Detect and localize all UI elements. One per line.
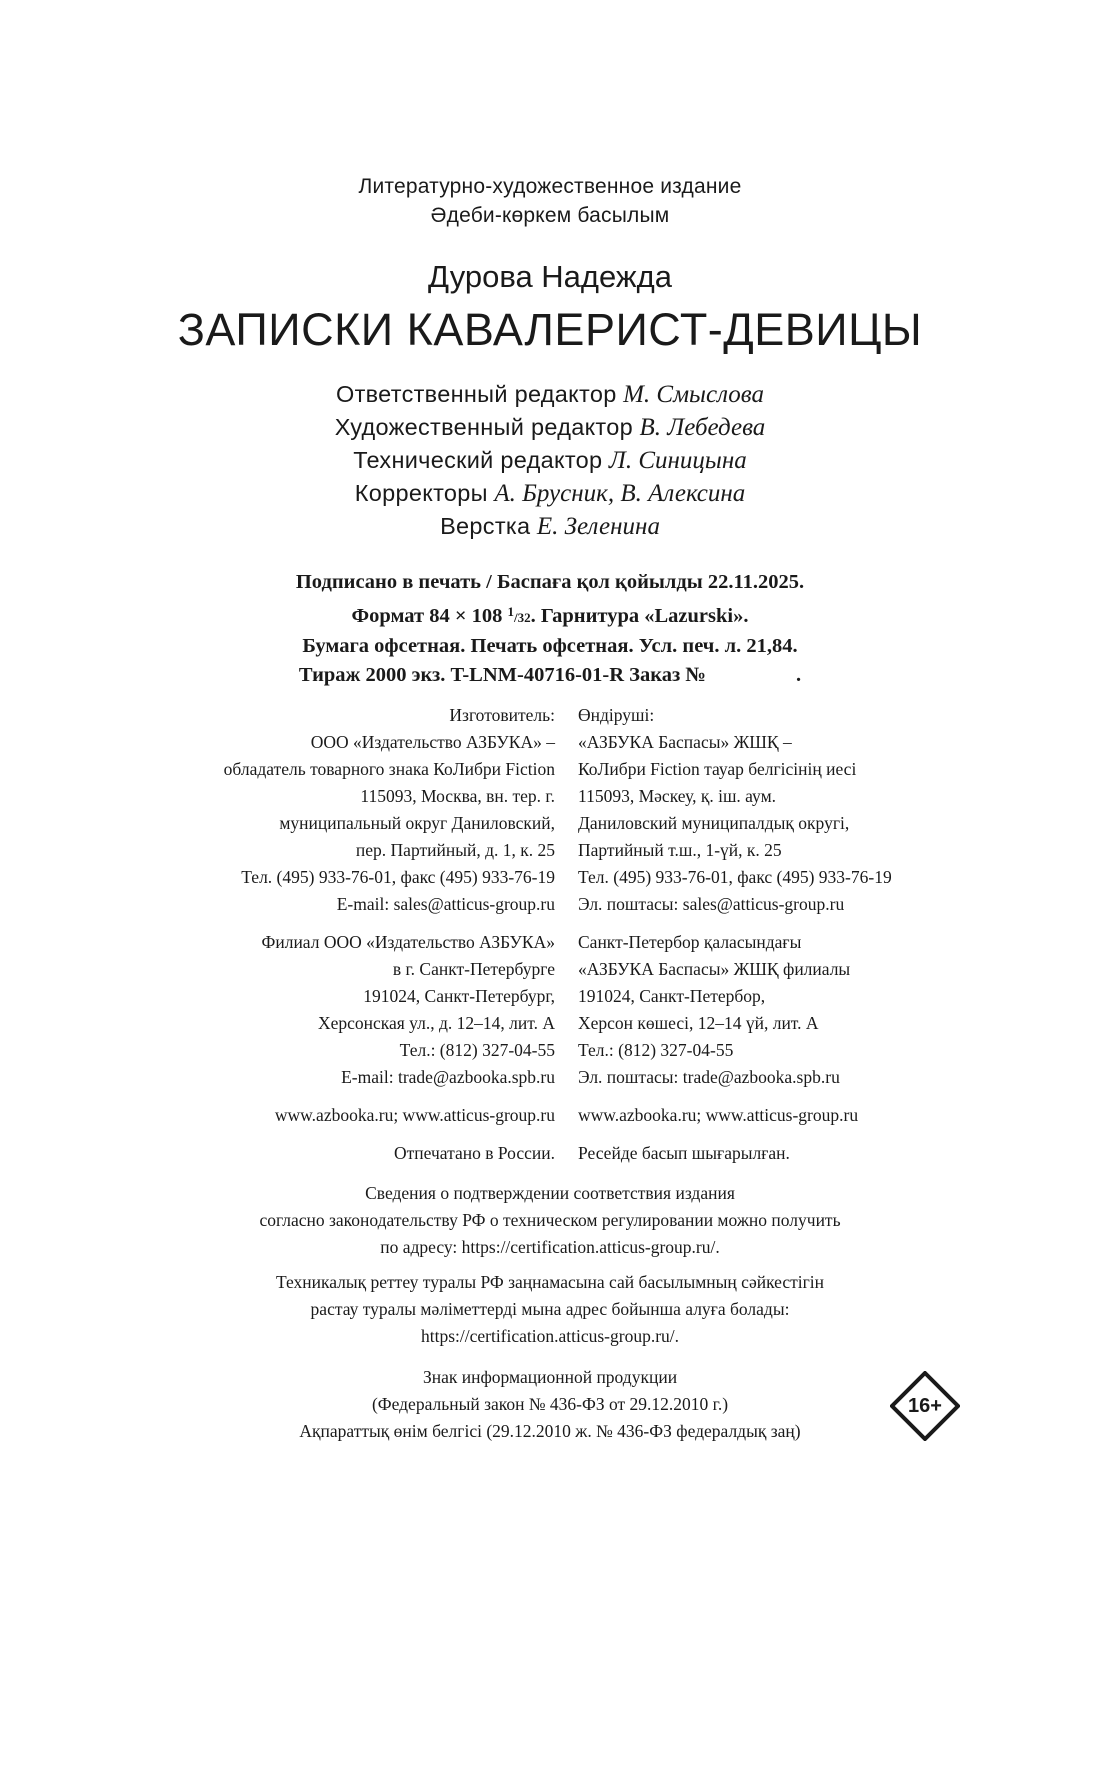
branch-ru-line: E-mail: trade@azbooka.spb.ru xyxy=(341,1067,555,1087)
genre-kz: Әдеби-көркем басылым xyxy=(430,204,670,227)
run-text: Тираж 2000 экз. T-LNM-40716-01-R Заказ № xyxy=(298,664,706,686)
certification-ru-line: по адресу: https://certification.atticus-group.ru/. xyxy=(380,1237,720,1257)
format-fraction-numerator: 1 xyxy=(507,604,515,619)
author-name: Дурова Надежда xyxy=(428,259,672,294)
manufacturer-ru xyxy=(135,702,555,918)
websites-ru-block xyxy=(135,1102,555,1129)
credit-person: В. Лебедева xyxy=(639,414,766,441)
certification-kz-line: растау туралы мәліметтерді мына адрес бойынша алуға болады: xyxy=(310,1299,790,1319)
branch-kz-line: «АЗБУКА Баспасы» ЖШҚ филиалы xyxy=(578,959,851,979)
paper-line: Бумага офсетная. Печать офсетная. Усл. печ. л. 21,84. xyxy=(302,635,798,657)
certification-ru-line: согласно законодательству РФ о техническом регулировании можно получить xyxy=(259,1210,841,1230)
run-end: . xyxy=(795,664,802,686)
manufacturer-kz-line: Өндіруші: xyxy=(578,705,655,725)
genre-block xyxy=(0,172,1100,230)
credit-role: Художественный редактор xyxy=(334,414,633,440)
printed-ru-block xyxy=(135,1140,555,1167)
manufacturer-ru-line: Тел. (495) 933-76-01, факс (495) 933-76-19 xyxy=(241,867,555,887)
manufacturer-ru-line: E-mail: sales@atticus-group.ru xyxy=(336,894,555,914)
certification-ru-line: Сведения о подтверждении соответствия издания xyxy=(365,1183,735,1203)
credit-line xyxy=(0,477,1100,510)
credit-person: Л. Синицына xyxy=(608,447,747,474)
publisher-info-kz xyxy=(578,702,998,1178)
print-details xyxy=(0,568,1100,690)
branch-ru-line: Филиал ООО «Издательство АЗБУКА» xyxy=(261,932,555,952)
info-sign-line: Знак информационной продукции xyxy=(422,1367,678,1387)
credit-line xyxy=(0,510,1100,543)
branch-kz xyxy=(578,929,998,1091)
age-rating-badge xyxy=(890,1371,960,1441)
credits-block xyxy=(0,378,1100,543)
manufacturer-ru-line: обладатель товарного знака КоЛибри Fiction xyxy=(223,759,555,779)
websites-ru: www.azbooka.ru; www.atticus-group.ru xyxy=(274,1105,555,1125)
credit-role: Технический редактор xyxy=(353,447,603,473)
branch-kz-line: Херсон көшесі, 12–14 үй, лит. А xyxy=(578,1013,819,1033)
manufacturer-kz-line: Тел. (495) 933-76-01, факс (495) 933-76-19 xyxy=(578,867,892,887)
websites-kz-block xyxy=(578,1102,998,1129)
manufacturer-kz-line: КоЛибри Fiction тауар белгісінің иесі xyxy=(578,759,857,779)
branch-kz-line: Эл. поштасы: trade@azbooka.spb.ru xyxy=(578,1067,840,1087)
format-suffix: . Гарнитура «Lazurski». xyxy=(530,605,749,627)
manufacturer-ru-line: Изготовитель: xyxy=(449,705,555,725)
publisher-info-ru xyxy=(135,702,555,1178)
manufacturer-kz-line: Партийный т.ш., 1-үй, к. 25 xyxy=(578,840,782,860)
branch-ru-line: 191024, Санкт-Петербург, xyxy=(363,986,555,1006)
printed-kz: Ресейде басып шығарылған. xyxy=(578,1143,790,1163)
manufacturer-kz-line: Эл. поштасы: sales@atticus-group.ru xyxy=(578,894,845,914)
credit-person: Е. Зеленина xyxy=(536,513,660,540)
printed-kz-block xyxy=(578,1140,998,1167)
certification-kz xyxy=(0,1269,1100,1350)
branch-ru xyxy=(135,929,555,1091)
manufacturer-ru-line: ООО «Издательство АЗБУКА» – xyxy=(310,732,555,752)
certification-ru xyxy=(0,1180,1100,1261)
info-sign-line: (Федеральный закон № 436-ФЗ от 29.12.2010 г.) xyxy=(371,1394,729,1414)
age-rating-label: 16+ xyxy=(908,1394,942,1417)
credit-line xyxy=(0,411,1100,444)
websites-kz: www.azbooka.ru; www.atticus-group.ru xyxy=(578,1105,859,1125)
branch-ru-line: Херсонская ул., д. 12–14, лит. А xyxy=(317,1013,555,1033)
signed-date: Подписано в печать / Баспаға қол қойылды 22.11.2025. xyxy=(295,571,805,593)
branch-kz-line: Тел.: (812) 327-04-55 xyxy=(578,1040,734,1060)
certification-kz-line: Техникалық реттеу туралы РФ заңнамасына сай басылымның сәйкестігін xyxy=(275,1272,825,1292)
manufacturer-ru-line: муниципальный округ Даниловский, xyxy=(279,813,555,833)
credit-role: Корректоры xyxy=(354,480,488,506)
credit-person: А. Брусник, В. Алексина xyxy=(494,480,746,507)
manufacturer-kz-line: Даниловский муниципалдық округі, xyxy=(578,813,850,833)
certification-kz-line: https://certification.atticus-group.ru/. xyxy=(420,1326,680,1346)
format-fraction-denominator: /32 xyxy=(514,610,531,625)
genre-ru: Литературно-художественное издание xyxy=(358,175,742,198)
format-line xyxy=(0,597,1100,632)
printed-ru: Отпечатано в России. xyxy=(394,1143,555,1163)
branch-kz-line: Санкт-Петербор қаласындағы xyxy=(578,932,802,952)
credit-line xyxy=(0,444,1100,477)
run-line xyxy=(0,661,1100,690)
branch-kz-line: 191024, Санкт-Петербор, xyxy=(578,986,766,1006)
format-prefix: Формат 84 × 108 xyxy=(351,605,508,627)
branch-ru-line: в г. Санкт-Петербурге xyxy=(392,959,555,979)
credit-line xyxy=(0,378,1100,411)
manufacturer-kz-line: «АЗБУКА Баспасы» ЖШҚ – xyxy=(578,732,792,752)
info-sign-line: Ақпараттық өнім белгісі (29.12.2010 ж. № 436-ФЗ федералдық заң) xyxy=(299,1421,801,1441)
credit-role: Ответственный редактор xyxy=(336,381,617,407)
credit-role: Верстка xyxy=(440,513,531,539)
manufacturer-ru-line: пер. Партийный, д. 1, к. 25 xyxy=(355,840,555,860)
credit-person: М. Смыслова xyxy=(623,381,764,408)
manufacturer-ru-line: 115093, Москва, вн. тер. г. xyxy=(360,786,555,806)
branch-ru-line: Тел.: (812) 327-04-55 xyxy=(399,1040,555,1060)
book-title: ЗАПИСКИ КАВАЛЕРИСТ-ДЕВИЦЫ xyxy=(177,304,923,355)
manufacturer-kz-line: 115093, Мәскеу, қ. іш. аум. xyxy=(578,786,777,806)
manufacturer-kz xyxy=(578,702,998,918)
